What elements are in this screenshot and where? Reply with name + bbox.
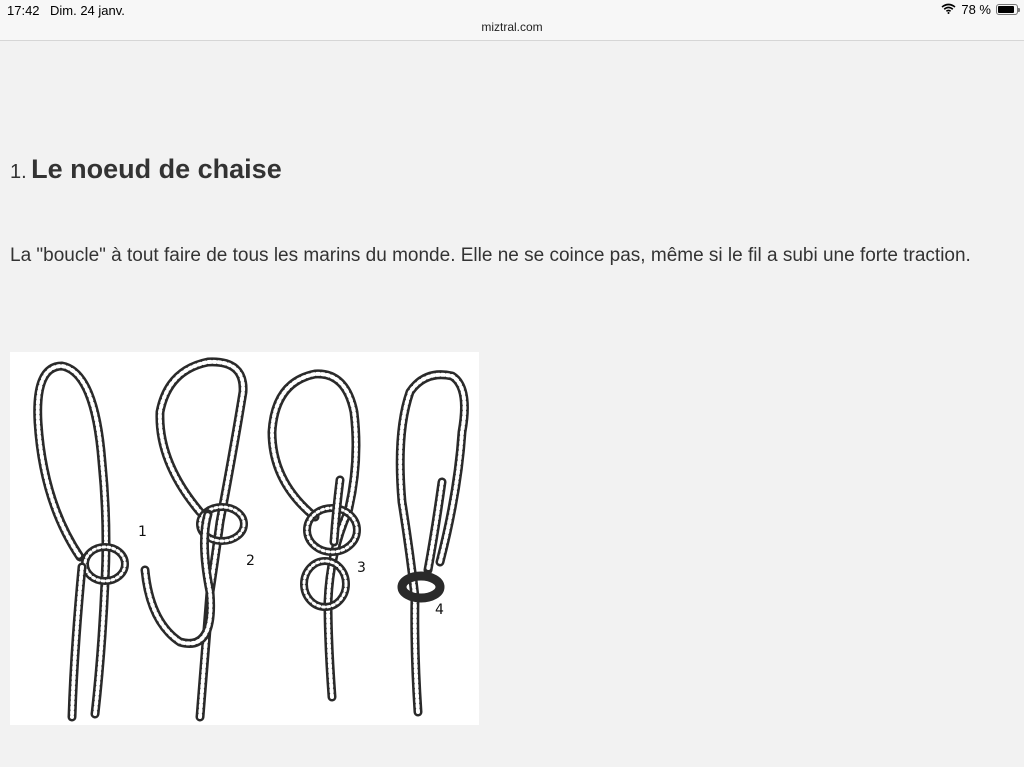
- address-bar-url[interactable]: miztral.com: [481, 20, 543, 34]
- knot-step-3: [272, 374, 357, 697]
- knot-drawing: [10, 352, 479, 725]
- step-label-4: 4: [435, 602, 444, 618]
- knot-step-4: [400, 375, 464, 712]
- knot-step-1: [38, 366, 125, 717]
- status-bar: [0, 0, 1024, 41]
- step-label-3: 3: [357, 560, 366, 576]
- status-indicators: [941, 2, 1018, 17]
- heading-number: 1.: [10, 161, 27, 183]
- section-heading: [10, 154, 282, 185]
- bowline-knot-illustration: [10, 352, 479, 725]
- heading-title: Le noeud de chaise: [31, 154, 282, 184]
- article-paragraph: La "boucle" à tout faire de tous les marins du monde. Elle ne se coince pas, même si le fil a subi une forte traction.: [10, 245, 971, 266]
- clock: 17:42: [7, 3, 40, 18]
- wifi-icon: [941, 2, 956, 17]
- knot-step-2: [145, 362, 244, 717]
- battery-icon: [996, 4, 1018, 15]
- step-label-1: 1: [138, 524, 147, 540]
- date: Dim. 24 janv.: [50, 3, 125, 18]
- step-label-2: 2: [246, 553, 255, 569]
- battery-percent: 78 %: [961, 2, 991, 17]
